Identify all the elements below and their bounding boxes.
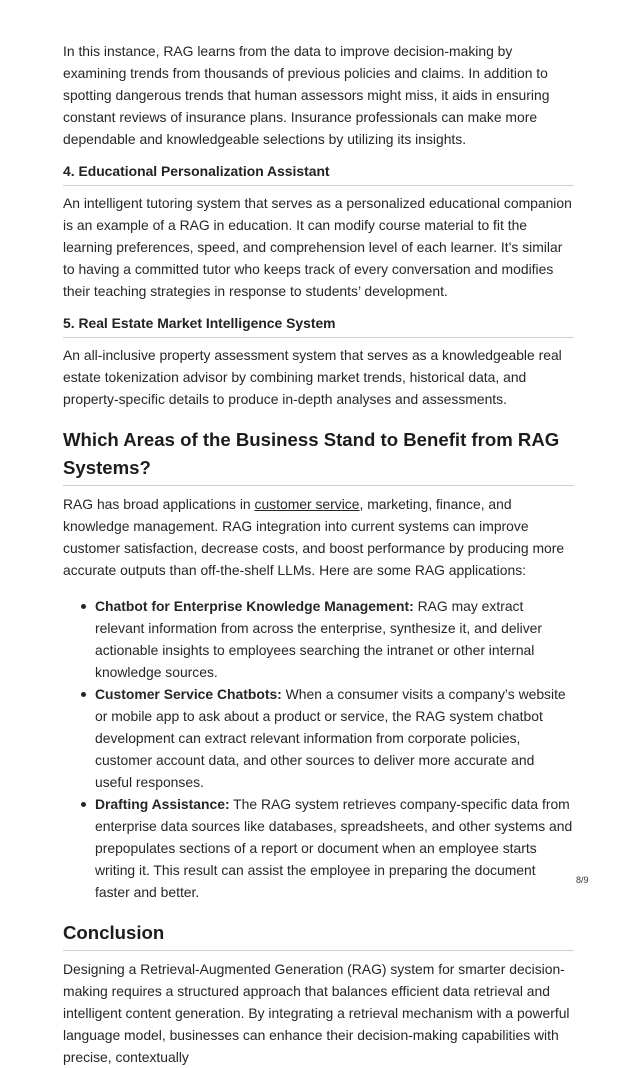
list-item-text: RAG may extract relevant information from across the enterprise, synthesize it, and deliver actionable insights to employees searching the intranet or other internal knowledge sources. <box>95 598 543 680</box>
section4-body: An intelligent tutoring system that serves as a personalized educational companion is an example of a RAG in education. It can modify course material to fit the learning preferences, speed, and comprehension level of each learner. It’s similar to having a committed tutor who keeps track of every conversation and modifies their teaching strategies in response to students’ development. <box>63 195 572 299</box>
list-item-title: Chatbot for Enterprise Knowledge Management: <box>95 598 414 614</box>
conclusion-heading: Conclusion <box>63 919 574 951</box>
list-item <box>63 683 574 793</box>
areas-intro-end: , marketing, finance, and knowledge management. RAG integration into current systems can improve customer satisfaction, decrease costs, and boost performance by producing more accurate outputs than off-the-shelf LLMs. Here are some RAG applications: <box>63 496 565 578</box>
bullet-icon <box>81 692 86 697</box>
intro-paragraph: In this instance, RAG learns from the data to improve decision-making by examining trends from thousands of previous policies and claims. In addition to spotting dangerous trends that human assessors might miss, it aids in ensuring constant reviews of insurance plans. Insurance professionals can make more dependable and knowledgeable selections by utilizing its insights. <box>63 43 550 147</box>
page-number: 8/9 <box>576 875 589 885</box>
applications-list <box>63 595 574 903</box>
list-item-text: The RAG system retrieves company-specific data from enterprise data sources like databases, spreadsheets, and other systems and prepopulates sections of a report or document when an employee starts writing it. This result can assist the employee in preparing the document faster and better. <box>95 796 573 900</box>
list-item-title: Customer Service Chatbots: <box>95 686 282 702</box>
areas-intro <box>63 493 574 581</box>
section5-body: An all-inclusive property assessment system that serves as a knowledgeable real estate tokenization advisor by combining market trends, historical data, and property-specific details to produce in-depth analyses and assessments. <box>63 347 562 407</box>
list-item-text: When a consumer visits a company’s website or mobile app to ask about a product or service, the RAG system chatbot development can extract relevant information from corporate policies, customer account data, and other sources to deliver more accurate and useful responses. <box>95 686 566 790</box>
list-item <box>63 595 574 683</box>
bullet-icon <box>81 802 86 807</box>
areas-intro-start: RAG has broad applications in <box>63 496 255 512</box>
customer-service-link[interactable]: customer service <box>254 496 360 512</box>
document-page <box>63 40 574 1068</box>
list-item-title: Drafting Assistance: <box>95 796 230 812</box>
areas-heading: Which Areas of the Business Stand to Benefit from RAG Systems? <box>63 426 574 486</box>
bullet-icon <box>81 604 86 609</box>
list-item <box>63 793 574 903</box>
conclusion-body: Designing a Retrieval-Augmented Generation (RAG) system for smarter decision-making requires a structured approach that balances efficient data retrieval and intelligent content generation. By integrating a retrieval mechanism with a powerful language model, businesses can enhance their decision-making capabilities with precise, contextually <box>63 961 570 1065</box>
section4-heading: 4. Educational Personalization Assistant <box>63 160 574 186</box>
section5-heading: 5. Real Estate Market Intelligence System <box>63 312 574 338</box>
